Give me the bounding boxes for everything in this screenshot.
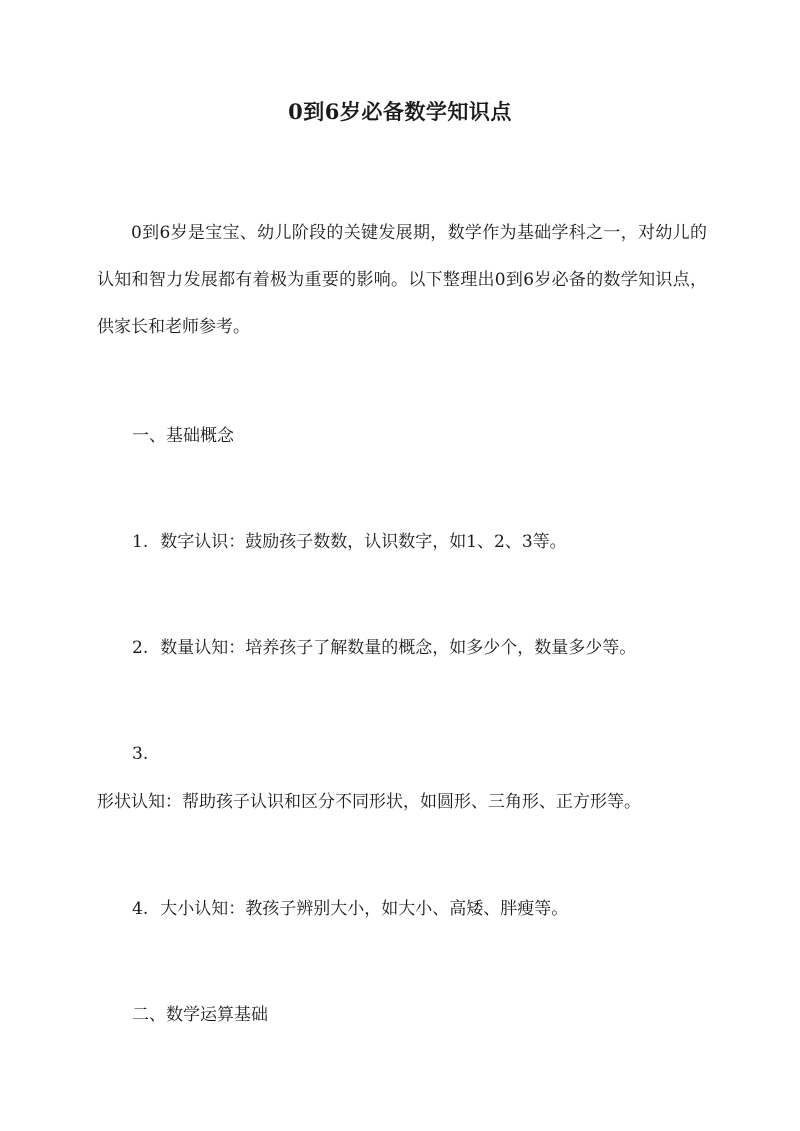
page-title: 0到6岁必备数学知识点 — [288, 99, 512, 124]
intro-paragraph: 0到6岁是宝宝、幼儿阶段的关键发展期，数学作为基础学科之一，对幼儿的认知和智力发展都有着极为重要的影响。以下整理出0到6岁必备的数学知识点，供家长和老师参考。 — [97, 223, 707, 337]
list-item-text: 数量认知：培养孩子了解数量的概念，如多少个，数量多少等。 — [160, 638, 637, 658]
list-item-number-standalone: 3. — [132, 744, 149, 764]
section-heading-math-operations: 二、数学运算基础 — [132, 1005, 268, 1025]
section-heading-basic-concepts: 一、基础概念 — [132, 426, 234, 446]
list-item-text-wrapped: 形状认知：帮助孩子认识和区分不同形状，如圆形、三角形、正方形等。 — [97, 792, 641, 812]
list-item-text: 数字认识：鼓励孩子数数，认识数字，如1、2、3等。 — [160, 532, 567, 552]
list-item — [0, 530, 800, 554]
list-item — [0, 897, 800, 921]
list-item-text: 大小认知：教孩子辨别大小，如大小、高矮、胖瘦等。 — [160, 899, 569, 919]
list-item-number: 2. — [132, 638, 149, 658]
list-item-number: 4. — [132, 899, 149, 919]
list-item-number: 1. — [132, 532, 149, 552]
list-item — [0, 636, 800, 660]
